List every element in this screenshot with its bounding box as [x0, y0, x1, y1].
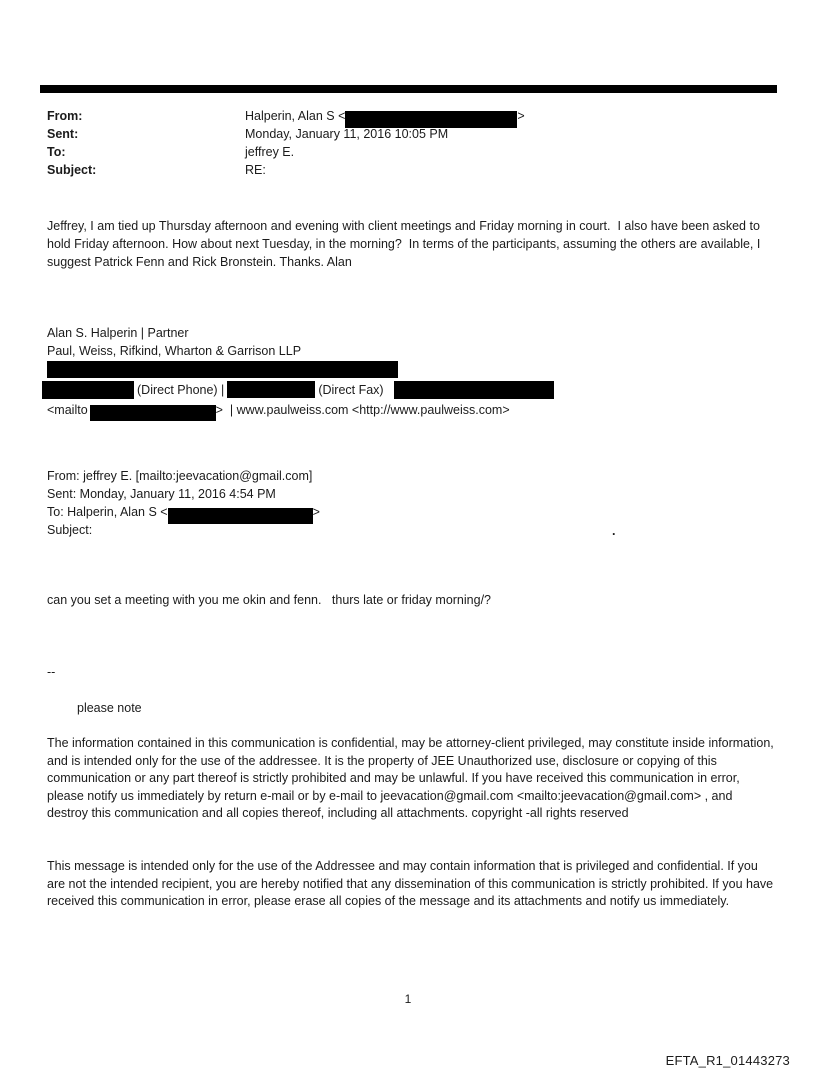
header-row-from: [47, 107, 776, 125]
confidentiality-disclaimer-2: This message is intended only for the use of the Addressee and may contain information that is privileged and confidential. If you are not the intended recipient, you are hereby notified that any dissemination of this communication is strictly prohibited. If you have received this communication in error, please erase all copies of the message and its attachments and notify us immediately.: [47, 859, 777, 909]
from-value: [245, 107, 776, 125]
signature-block: [47, 324, 774, 419]
page-number: 1: [404, 992, 412, 1006]
signature-name: Alan S. Halperin | Partner: [47, 326, 189, 340]
redaction-bar: [227, 381, 315, 398]
mailto-prefix: <mailto: [47, 403, 88, 417]
direct-fax-label: (Direct Fax): [318, 382, 384, 397]
redaction-bar: [90, 405, 216, 421]
quoted-email-header: [47, 467, 776, 539]
from-value-prefix: Halperin, Alan S <: [245, 109, 346, 123]
stray-period-mark: .: [612, 524, 616, 538]
mailto-suffix: > | www.paulweiss.com <http://www.paulweiss.com>: [215, 403, 510, 417]
header-divider-rule: [40, 85, 777, 93]
quoted-from-line: From: jeffrey E. [mailto:jeevacation@gmail.com]: [47, 469, 313, 483]
quoted-to-line: [47, 503, 776, 521]
quoted-to-suffix: >: [312, 505, 320, 519]
redaction-bar: [394, 381, 554, 399]
to-value: jeffrey E.: [245, 145, 295, 159]
quoted-email-body: can you set a meeting with you me okin and fenn. thurs late or friday morning/?: [47, 593, 491, 607]
header-row-to: [47, 143, 776, 161]
from-label: From:: [47, 109, 83, 123]
signature-separator-dashes: --: [47, 665, 56, 679]
redaction-bar: [47, 361, 398, 378]
quoted-sent-line: Sent: Monday, January 11, 2016 4:54 PM: [47, 487, 276, 501]
sent-label: Sent:: [47, 127, 79, 141]
confidentiality-disclaimer-1: The information contained in this communication is confidential, may be attorney-client privileged, may constitute inside information, and is intended only for the use of the addressee. It is the property of JEE Unauthorized use, disclosure or copying of this communication or any part thereof is strictly prohibited and may be unlawful. If you have received this communication in error, please notify us immediately by return e-mail or by e-mail to jeevacation@gmail.com <mailto:jeevacation@gmail.com> , and destroy this communication and all copies thereof, including all attachments. copyright -all rights reserved: [47, 736, 778, 821]
header-row-sent: [47, 125, 776, 143]
redaction-bar: [168, 508, 313, 524]
from-value-suffix: >: [517, 109, 525, 123]
sent-value: Monday, January 11, 2016 10:05 PM: [245, 127, 449, 141]
quoted-subject-line: Subject:: [47, 523, 93, 537]
please-note-line: please note: [77, 701, 142, 715]
to-label: To:: [47, 145, 66, 159]
redaction-bar: [42, 381, 134, 399]
signature-firm: Paul, Weiss, Rifkind, Wharton & Garrison LLP: [47, 344, 302, 358]
subject-value: RE:: [245, 163, 266, 177]
signature-mailto-line: [47, 401, 774, 419]
quoted-to-prefix: To: Halperin, Alan S <: [47, 505, 168, 519]
header-row-subject: [47, 161, 776, 179]
email-header: [47, 107, 776, 179]
bates-number: EFTA_R1_01443273: [665, 1053, 790, 1068]
subject-label: Subject:: [47, 163, 97, 177]
signature-phone-line: [42, 380, 774, 399]
direct-phone-label: (Direct Phone) |: [137, 382, 225, 397]
email-body-paragraph: Jeffrey, I am tied up Thursday afternoon and evening with client meetings and Friday morning in court. I also have been asked to hold Friday afternoon. How about next Tuesday, in the morning? In terms of the participants, assuming the others are available, I suggest Patrick Fenn and Rick Bronstein. Thanks. Alan: [47, 219, 764, 269]
